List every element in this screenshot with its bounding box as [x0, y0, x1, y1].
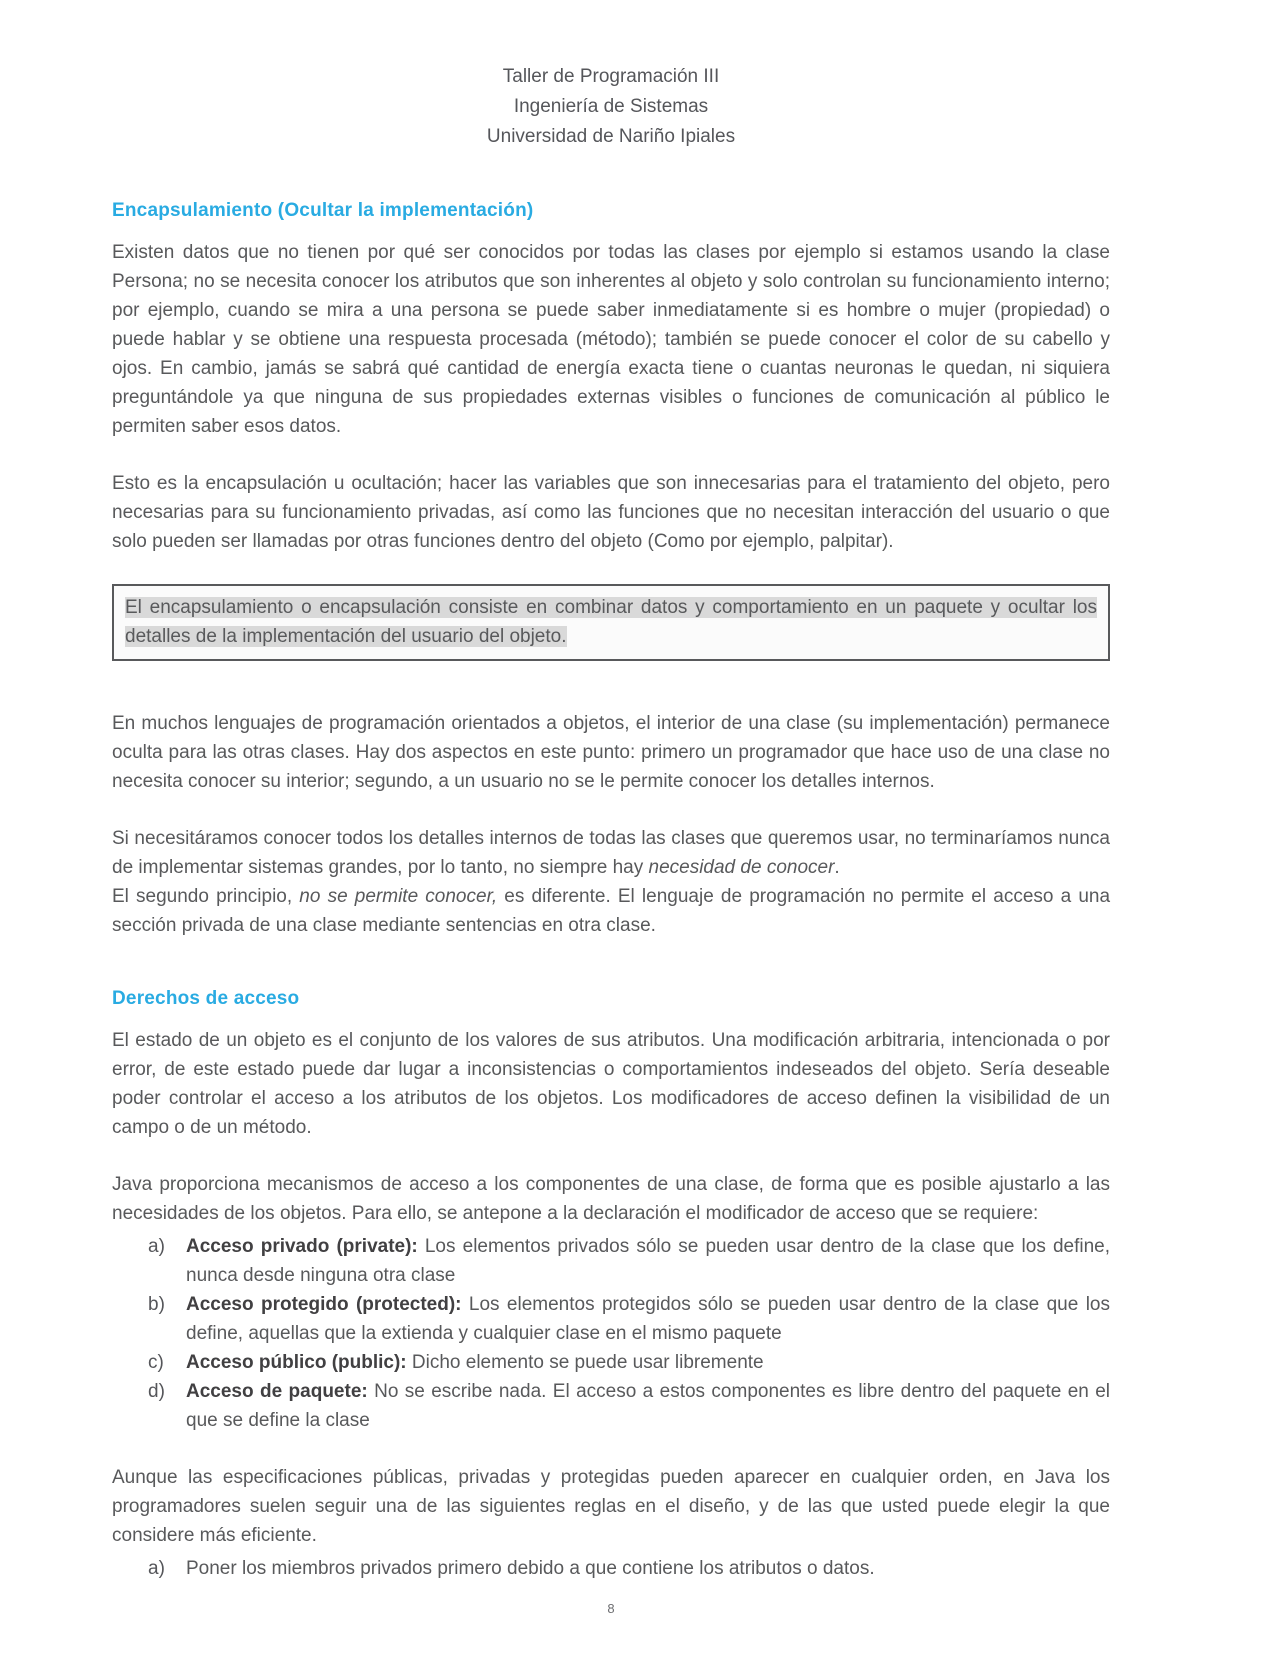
list-item-protected: [148, 1290, 1110, 1348]
paragraph-encapsulamiento-1: Existen datos que no tienen por qué ser conocidos por todas las clases por ejemplo si estamos usando la clase Persona; no se necesita conocer los atributos que son inherentes al objeto y solo controlan su funcionamiento interno; por ejemplo, cuando se mira a una persona se puede saber inmediatamente si es hombre o mujer (propiedad) o puede hablar y se obtiene una respuesta procesada (método); también se puede conocer el color de su cabello y ojos. En cambio, jamás se sabrá qué cantidad de energía exacta tiene o cuantas neuronas le quedan, ni siquiera preguntándole ya que ninguna de sus propiedades externas visibles o funciones de comunicación al público le permiten saber esos datos.: [112, 242, 1110, 437]
access-term: Acceso de paquete:: [186, 1381, 368, 1402]
definition-box-text: [125, 593, 1097, 651]
section-derechos-de-acceso: [112, 984, 1110, 1583]
access-term: Acceso privado (private):: [186, 1236, 418, 1257]
highlighted-definition: El encapsulamiento o encapsulación consiste en combinar datos y comportamiento en un paquete y ocultar los detalles de la implementación del usuario del objeto.: [125, 597, 1097, 647]
paragraph-text: es diferente. El lenguaje de programación no permite el acceso a una sección privada de una clase mediante sentencias en otra clase.: [112, 886, 1111, 936]
paragraph-text: .: [834, 857, 840, 878]
access-term: Acceso público (public):: [186, 1352, 407, 1373]
document-header: [112, 62, 1110, 152]
section-title-encapsulamiento: Encapsulamiento (Ocultar la implementación): [112, 200, 534, 221]
list-marker: c): [148, 1352, 164, 1373]
paragraph-text: El segundo principio,: [112, 886, 300, 907]
list-marker: d): [148, 1381, 165, 1402]
paragraph-encapsulamiento-3: En muchos lenguajes de programación orientados a objetos, el interior de una clase (su implementación) permanece oculta para las otras clases. Hay dos aspectos en este punto: primero un programador que hace uso de una clase no necesita conocer su interior; segundo, a un usuario no se le permite conocer los detalles internos.: [112, 713, 1110, 792]
list-item-private: [148, 1232, 1110, 1290]
list-item-text: [186, 1348, 1110, 1377]
list-marker: a): [148, 1236, 165, 1257]
access-description: Los elementos protegidos sólo se pueden usar dentro de la clase que los define, aquellas que la extienda y cualquier clase en el mismo paquete: [186, 1294, 1110, 1344]
access-description: Dicho elemento se puede usar libremente: [406, 1352, 764, 1373]
list-marker: a): [148, 1558, 165, 1579]
paragraph-encapsulamiento-4: [112, 824, 1110, 940]
paragraph-derechos-1: El estado de un objeto es el conjunto de los valores de sus atributos. Una modificación arbitraria, intencionada o por error, de este estado puede dar lugar a inconsistencias o comportamientos indeseados del objeto. Sería deseable poder controlar el acceso a los atributos de los objetos. Los modificadores de acceso definen la visibilidad de un campo o de un método.: [112, 1030, 1110, 1138]
access-description: Los elementos privados sólo se pueden usar dentro de la clase que los define, nunca desde ninguna otra clase: [186, 1236, 1110, 1286]
section-encapsulamiento: [112, 196, 1110, 940]
list-item-text: [186, 1232, 1110, 1290]
list-item-text: [186, 1290, 1110, 1348]
list-item-public: [148, 1348, 1110, 1377]
paragraph-derechos-2: Java proporciona mecanismos de acceso a los componentes de una clase, de forma que es posible ajustarlo a las necesidades de los objetos. Para ello, se antepone a la declaración el modificador de acceso que se requiere:: [112, 1174, 1110, 1224]
paragraph-text: Si necesitáramos conocer todos los detalles internos de todas las clases que queremos usar, no terminaríamos nunca de implementar sistemas grandes, por lo tanto, no siempre hay: [112, 828, 1110, 878]
doc-title: Taller de Programación III: [502, 66, 720, 87]
design-rules-list: [148, 1554, 1110, 1583]
access-term: Acceso protegido (protected):: [186, 1294, 462, 1315]
page-number: 8: [607, 1601, 615, 1616]
paragraph-derechos-3: Aunque las especificaciones públicas, privadas y protegidas pueden aparecer en cualquier orden, en Java los programadores suelen seguir una de las siguientes reglas en el diseño, y de las que usted puede elegir la que considere más eficiente.: [112, 1467, 1110, 1546]
doc-subtitle-university: Universidad de Nariño Ipiales: [486, 126, 736, 147]
list-item-text: Poner los miembros privados primero debido a que contiene los atributos o datos.: [186, 1558, 875, 1579]
section-title-derechos: Derechos de acceso: [112, 988, 300, 1009]
list-item-rule-private-first: [148, 1554, 1110, 1583]
access-modifier-list: [148, 1232, 1110, 1435]
italic-phrase: necesidad de conocer: [648, 857, 835, 878]
list-item-text: [186, 1377, 1110, 1435]
list-marker: b): [148, 1294, 165, 1315]
list-item-package: [148, 1377, 1110, 1435]
access-description: No se escribe nada. El acceso a estos componentes es libre dentro del paquete en el que se define la clase: [186, 1381, 1111, 1431]
italic-phrase: no se permite conocer,: [299, 886, 498, 907]
definition-box: [112, 584, 1110, 661]
paragraph-encapsulamiento-2: Esto es la encapsulación u ocultación; hacer las variables que son innecesarias para el tratamiento del objeto, pero necesarias para su funcionamiento privadas, así como las funciones que no necesitan interacción del usuario o que solo pueden ser llamadas por otras funciones dentro del objeto (Como por ejemplo, palpitar).: [112, 473, 1110, 552]
doc-subtitle-program: Ingeniería de Sistemas: [513, 96, 709, 117]
